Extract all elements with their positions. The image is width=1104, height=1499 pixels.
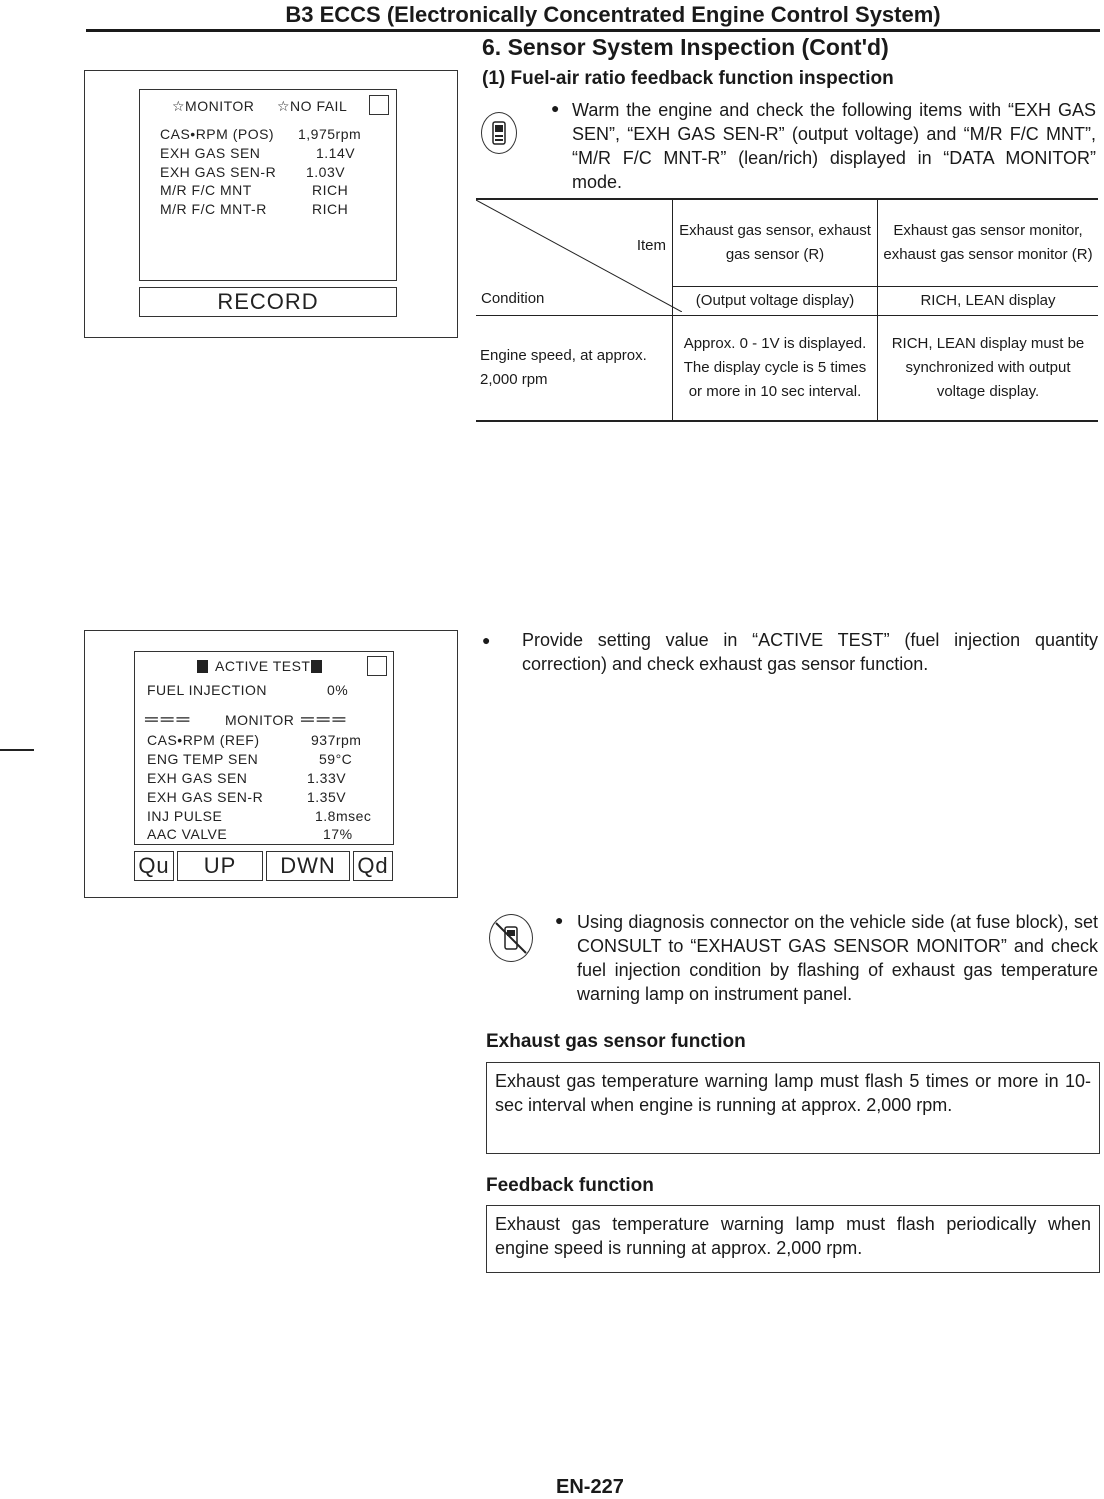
monitor-row-label: INJ PULSE	[147, 808, 223, 824]
monitor-row-label: AAC VALVE	[147, 826, 228, 842]
page-header-title: B3 ECCS (Electronically Concentrated Engine Control System)	[285, 2, 941, 27]
monitor-row-value: 1.35V	[307, 789, 347, 805]
monitor-screen	[139, 89, 397, 281]
active-test-title: ACTIVE TEST	[215, 658, 311, 674]
table-subheader-cell: (Output voltage display)	[673, 287, 878, 316]
monitor-row-value: RICH	[312, 182, 349, 198]
quick-down-button[interactable]: Qd	[353, 851, 393, 881]
instruction-3: Using diagnosis connector on the vehicle side (at fuse block), set CONSULT to “EXHAUST GAS SENSOR MONITOR” and check fuel injection condition by flashing of exhaust gas temperature warning lamp on instrument panel.	[577, 912, 1098, 1004]
block-icon	[197, 660, 208, 673]
monitor-row-value: RICH	[312, 201, 349, 217]
monitor-row-value: 1.8msec	[315, 808, 372, 824]
monitor-row-label: CAS•RPM (POS)	[160, 126, 275, 142]
fuel-injection-label: FUEL INJECTION	[147, 682, 268, 698]
section-title: 6. Sensor System Inspection (Cont'd)	[482, 34, 889, 60]
bullet-icon: ●	[482, 632, 491, 648]
monitor-row-label: EXH GAS SEN	[147, 770, 248, 786]
screen-checkbox[interactable]	[369, 95, 389, 115]
monitor-row-value: 59°C	[319, 751, 353, 767]
fuel-injection-value: 0%	[327, 682, 349, 698]
monitor-title: ☆MONITOR	[172, 98, 255, 114]
monitor-row-value: 1.33V	[307, 770, 347, 786]
instruction-1: Warm the engine and check the following items with “EXH GAS SEN”, “EXH GAS SEN-R” (output voltage) and “M/R F/C MNT”, “M/R F/C MNT-R” (lean/rich) displayed in “DATA MONITOR” mode.	[572, 100, 1096, 192]
record-button[interactable]: RECORD	[139, 287, 397, 317]
quick-up-button[interactable]: Qu	[134, 851, 174, 881]
monitor-row-label: EXH GAS SEN	[160, 145, 261, 161]
monitor-row-label: ENG TEMP SEN	[147, 751, 259, 767]
monitor-figure	[84, 70, 458, 338]
instruction-2: Provide setting value in “ACTIVE TEST” (fuel injection quantity correction) and check exhaust gas sensor function.	[522, 630, 1098, 674]
table-cell: RICH, LEAN display must be synchronized with output voltage display.	[878, 316, 1099, 422]
no-consult-icon	[489, 914, 533, 962]
screen-checkbox[interactable]	[367, 656, 387, 676]
margin-mark	[0, 749, 34, 751]
page-number: EN-227	[556, 1476, 624, 1498]
monitor-row-value: 1.14V	[316, 145, 356, 161]
active-test-figure	[84, 630, 458, 898]
bullet-icon: ●	[551, 100, 560, 116]
monitor-row-label: EXH GAS SEN-R	[147, 789, 264, 805]
sub-title: (1) Fuel-air ratio feedback function inspection	[482, 68, 894, 89]
monitor-row-label: M/R F/C MNT	[160, 182, 252, 198]
table-corner-cell	[476, 199, 673, 316]
monitor-row-label: EXH GAS SEN-R	[160, 164, 277, 180]
monitor-row-label: M/R F/C MNT-R	[160, 201, 267, 217]
down-button[interactable]: DWN	[266, 851, 350, 881]
feedback-function-box: Exhaust gas temperature warning lamp must flash periodically when engine speed is running at approx. 2,000 rpm.	[486, 1205, 1100, 1273]
no-fail-label: ☆NO FAIL	[277, 98, 348, 114]
table-header-cell: Exhaust gas sensor, exhaust gas sensor (R)	[673, 199, 878, 287]
monitor-row-value: 1.03V	[306, 164, 346, 180]
bullet-icon: ●	[555, 912, 564, 928]
up-button[interactable]: UP	[177, 851, 263, 881]
consult-tool-icon	[481, 112, 517, 154]
block-icon	[311, 660, 322, 673]
page-header	[86, 0, 1100, 32]
feedback-function-heading: Feedback function	[486, 1175, 654, 1196]
monitor-label: MONITOR	[225, 712, 295, 728]
monitor-row-value: 937rpm	[311, 732, 362, 748]
monitor-row-value: 17%	[323, 826, 353, 842]
double-line-icon: ═ ═ ═	[145, 709, 189, 729]
table-cell: Engine speed, at approx. 2,000 rpm	[476, 316, 673, 422]
table-header-cell: Exhaust gas sensor monitor, exhaust gas sensor monitor (R)	[878, 199, 1099, 287]
monitor-row-label: CAS•RPM (REF)	[147, 732, 260, 748]
item-label: Item	[636, 237, 666, 254]
exhaust-function-heading: Exhaust gas sensor function	[486, 1031, 746, 1052]
table-cell: Approx. 0 - 1V is displayed. The display cycle is 5 times or more in 10 sec interval.	[673, 316, 878, 422]
active-test-screen	[134, 651, 394, 845]
table-subheader-cell: RICH, LEAN display	[878, 287, 1099, 316]
double-line-icon: ═ ═ ═	[301, 709, 345, 729]
exhaust-function-box: Exhaust gas temperature warning lamp must flash 5 times or more in 10-sec interval when engine is running at approx. 2,000 rpm.	[486, 1062, 1100, 1154]
monitor-row-value: 1,975rpm	[298, 126, 362, 142]
inspection-table	[476, 198, 1098, 422]
condition-label: Condition	[481, 290, 545, 307]
